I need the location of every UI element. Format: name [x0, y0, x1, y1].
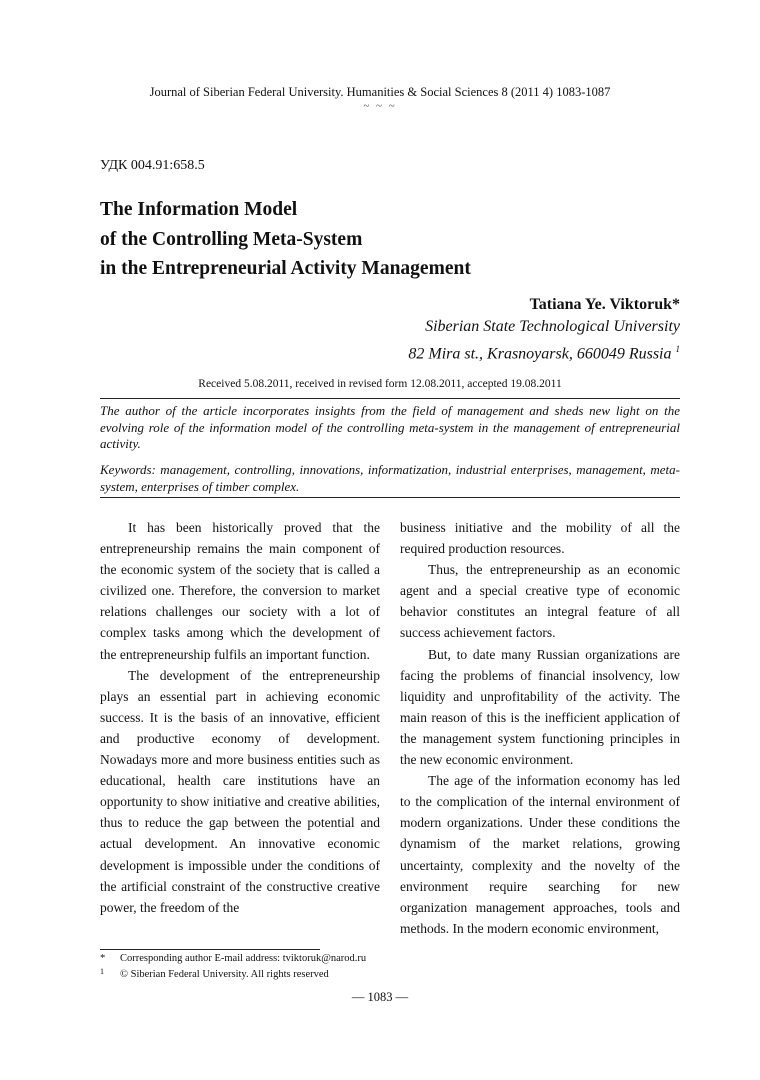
body-column-left [100, 517, 380, 918]
paragraph: It has been historically proved that the entrepreneurship remains the main component of the economic system of the society that is called a civilized one. Therefore, the conversion to market relations challenges our society with a lot of complex tasks among which the development of the entrepreneurship fulfils an important function. [100, 520, 380, 662]
title-line: of the Controlling Meta-System [100, 228, 363, 250]
author-affiliation: Siberian State Technological University [425, 318, 680, 335]
paragraph: The development of the entrepreneurship plays an essential part in achieving economic success. It is the basis of an innovative, efficient and productive economy of development. Nowadays more and more business entities such as educational, health care institutions have an opportunity to show initiative and creative abilities, thus to reduce the gap between the potential and actual development. An innovative economic development is impossible under the conditions of the artificial constraint of the constructive creative power, the freedom of the [100, 667, 380, 915]
page-number: — 1083 — [351, 990, 409, 1004]
journal-header: Journal of Siberian Federal University. Humanities & Social Sciences 8 (2011 4) 1083-1087 [149, 85, 611, 99]
divider-top [100, 398, 680, 399]
paragraph: But, to date many Russian organizations are facing the problems of financial insolvency, low liquidity and unprofitability of the activity. The main reason of this is the inefficient application of the management system functioning principles in the new economic environment. [400, 646, 680, 768]
address-footnote-mark: 1 [675, 344, 680, 354]
paragraph: Thus, the entrepreneurship as an economic agent and a special creative type of economic behavior constitutes an integral feature of all success achievement factors. [400, 562, 680, 641]
paragraph: business initiative and the mobility of all the required production resources. [400, 520, 680, 557]
address-text: 82 Mira st., Krasnoyarsk, 660049 Russia [408, 345, 672, 363]
body-column-right [400, 517, 680, 939]
author-address [408, 338, 680, 365]
footnote-corresponding [100, 953, 366, 964]
received-dates: Received 5.08.2011, received in revised form 12.08.2011, accepted 19.08.2011 [198, 378, 562, 390]
footnote-mark: 1 [100, 967, 104, 976]
abstract: The author of the article incorporates insights from the field of management and sheds new light on the evolving role of the information model of the controlling meta-system in the management of entrepreneurial activity. [100, 403, 680, 452]
header-separator: ~ ~ ~ [363, 100, 397, 112]
keywords: Keywords: management, controlling, innovations, informatization, industrial enterprises, management, meta-system, enterprises of timber complex. [100, 462, 680, 494]
article-title [100, 195, 471, 284]
footnote-copyright [100, 967, 329, 980]
author-name: Tatiana Ye. Viktoruk* [529, 296, 680, 313]
footnote-mark: * [100, 953, 106, 964]
paragraph: The age of the information economy has led to the complication of the internal environment of modern organizations. Under these conditions the dynamism of the market relations, growing uncertainty, complexity and the novelty of the environment require searching for new organization management approaches, tools and methods. In the modern economic environment, [400, 773, 680, 936]
author-block [408, 294, 680, 365]
footnote-text: © Siberian Federal University. All rights reserved [120, 969, 329, 980]
title-line: in the Entrepreneurial Activity Management [100, 258, 471, 279]
footnote-text: Corresponding author E-mail address: tviktoruk@narod.ru [120, 953, 367, 964]
divider-bottom [100, 497, 680, 498]
footnote-divider [100, 949, 320, 950]
udk-code: УДК 004.91:658.5 [100, 158, 205, 173]
title-line: The Information Model [100, 199, 298, 220]
